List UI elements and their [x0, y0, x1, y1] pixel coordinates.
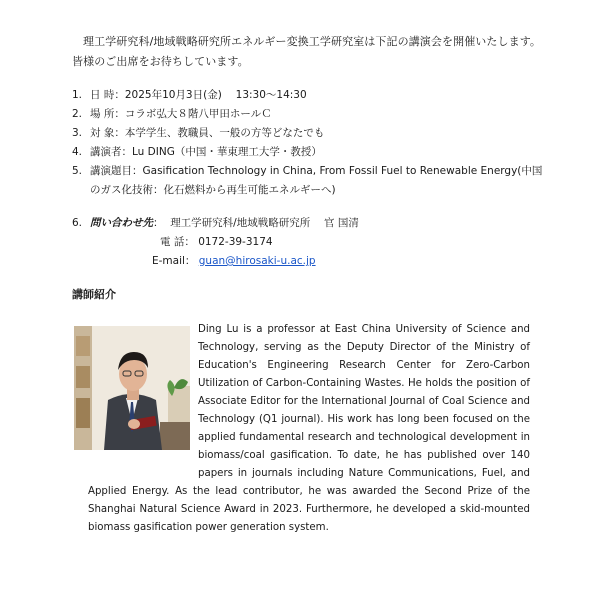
- intro-paragraph: 理工学研究科/地域戦略研究所エネルギー変換工学研究室は下記の講演会を開催いたします。皆様のご出席をお待ちしています。: [72, 35, 542, 68]
- item-value: コラボ弘大８階八甲田ホールＣ: [124, 108, 272, 120]
- phone-label: 電 話：: [160, 236, 195, 248]
- phone-number: 0172-39-3174: [198, 236, 273, 248]
- section-title: 講師紹介: [72, 288, 116, 301]
- item-number: 1.: [72, 89, 83, 101]
- contact-label: 問い合わせ先: [90, 217, 153, 229]
- item-number: 5.: [72, 165, 83, 177]
- item-label: 講演題目：: [90, 165, 143, 177]
- item-value: 本学学生、教職員、一般の方等どなたでも: [124, 127, 325, 139]
- item-value: Lu DING（中国・華東理工大学・教授）: [132, 146, 322, 158]
- item-label: 講演者：: [90, 146, 132, 158]
- item-value: Gasification Technology in China, From Fossil Fuel to Renewable Energy(中国のガス化技術：化石燃料から再生可能エネルギーへ): [90, 165, 543, 196]
- item-number: 3.: [72, 127, 83, 139]
- item-label: 対 象：: [90, 127, 125, 139]
- item-number: 4.: [72, 146, 83, 158]
- contact-phone-row: [160, 233, 273, 251]
- photo-spacer: [88, 321, 198, 481]
- item-label: 日 時：: [90, 89, 125, 101]
- item-value: 2025年10月3日(金) 13:30～14:30: [124, 89, 307, 101]
- contact-email-row: [152, 252, 316, 270]
- email-link[interactable]: guan@hirosaki-u.ac.jp: [198, 255, 316, 267]
- bio-text: Ding Lu is a professor at East China University of Science and Technology, serving as the Deputy Director of the Ministry of Education's Engineering Research Center for Zero-Carbon Utilization of Carbon-Containing Wastes. He holds the position of Associate Editor for the International Journal of Coal Science and Technology (Q1 journal). His work has long been focused on the applied fundamental research and technological development in biomass/coal gasification. To date, he has published over 140 papers in journals including Nature Communications, Fuel, and Applied Energy. As the lead contributor, he was awarded the Second Prize of the Shanghai Natural Science Award in 2023. Furthermore, he developed a skid-mounted biomass gasification power generation system.: [88, 324, 530, 533]
- contact-org: 理工学研究科/地域戦略研究所 官 国清: [170, 217, 359, 229]
- contact-colon: ：: [153, 217, 164, 229]
- speaker-bio: [88, 321, 530, 537]
- item-number: 6.: [72, 217, 83, 229]
- email-label: E-mail：: [152, 255, 196, 267]
- item-number: 2.: [72, 108, 83, 120]
- item-label: 場 所：: [90, 108, 125, 120]
